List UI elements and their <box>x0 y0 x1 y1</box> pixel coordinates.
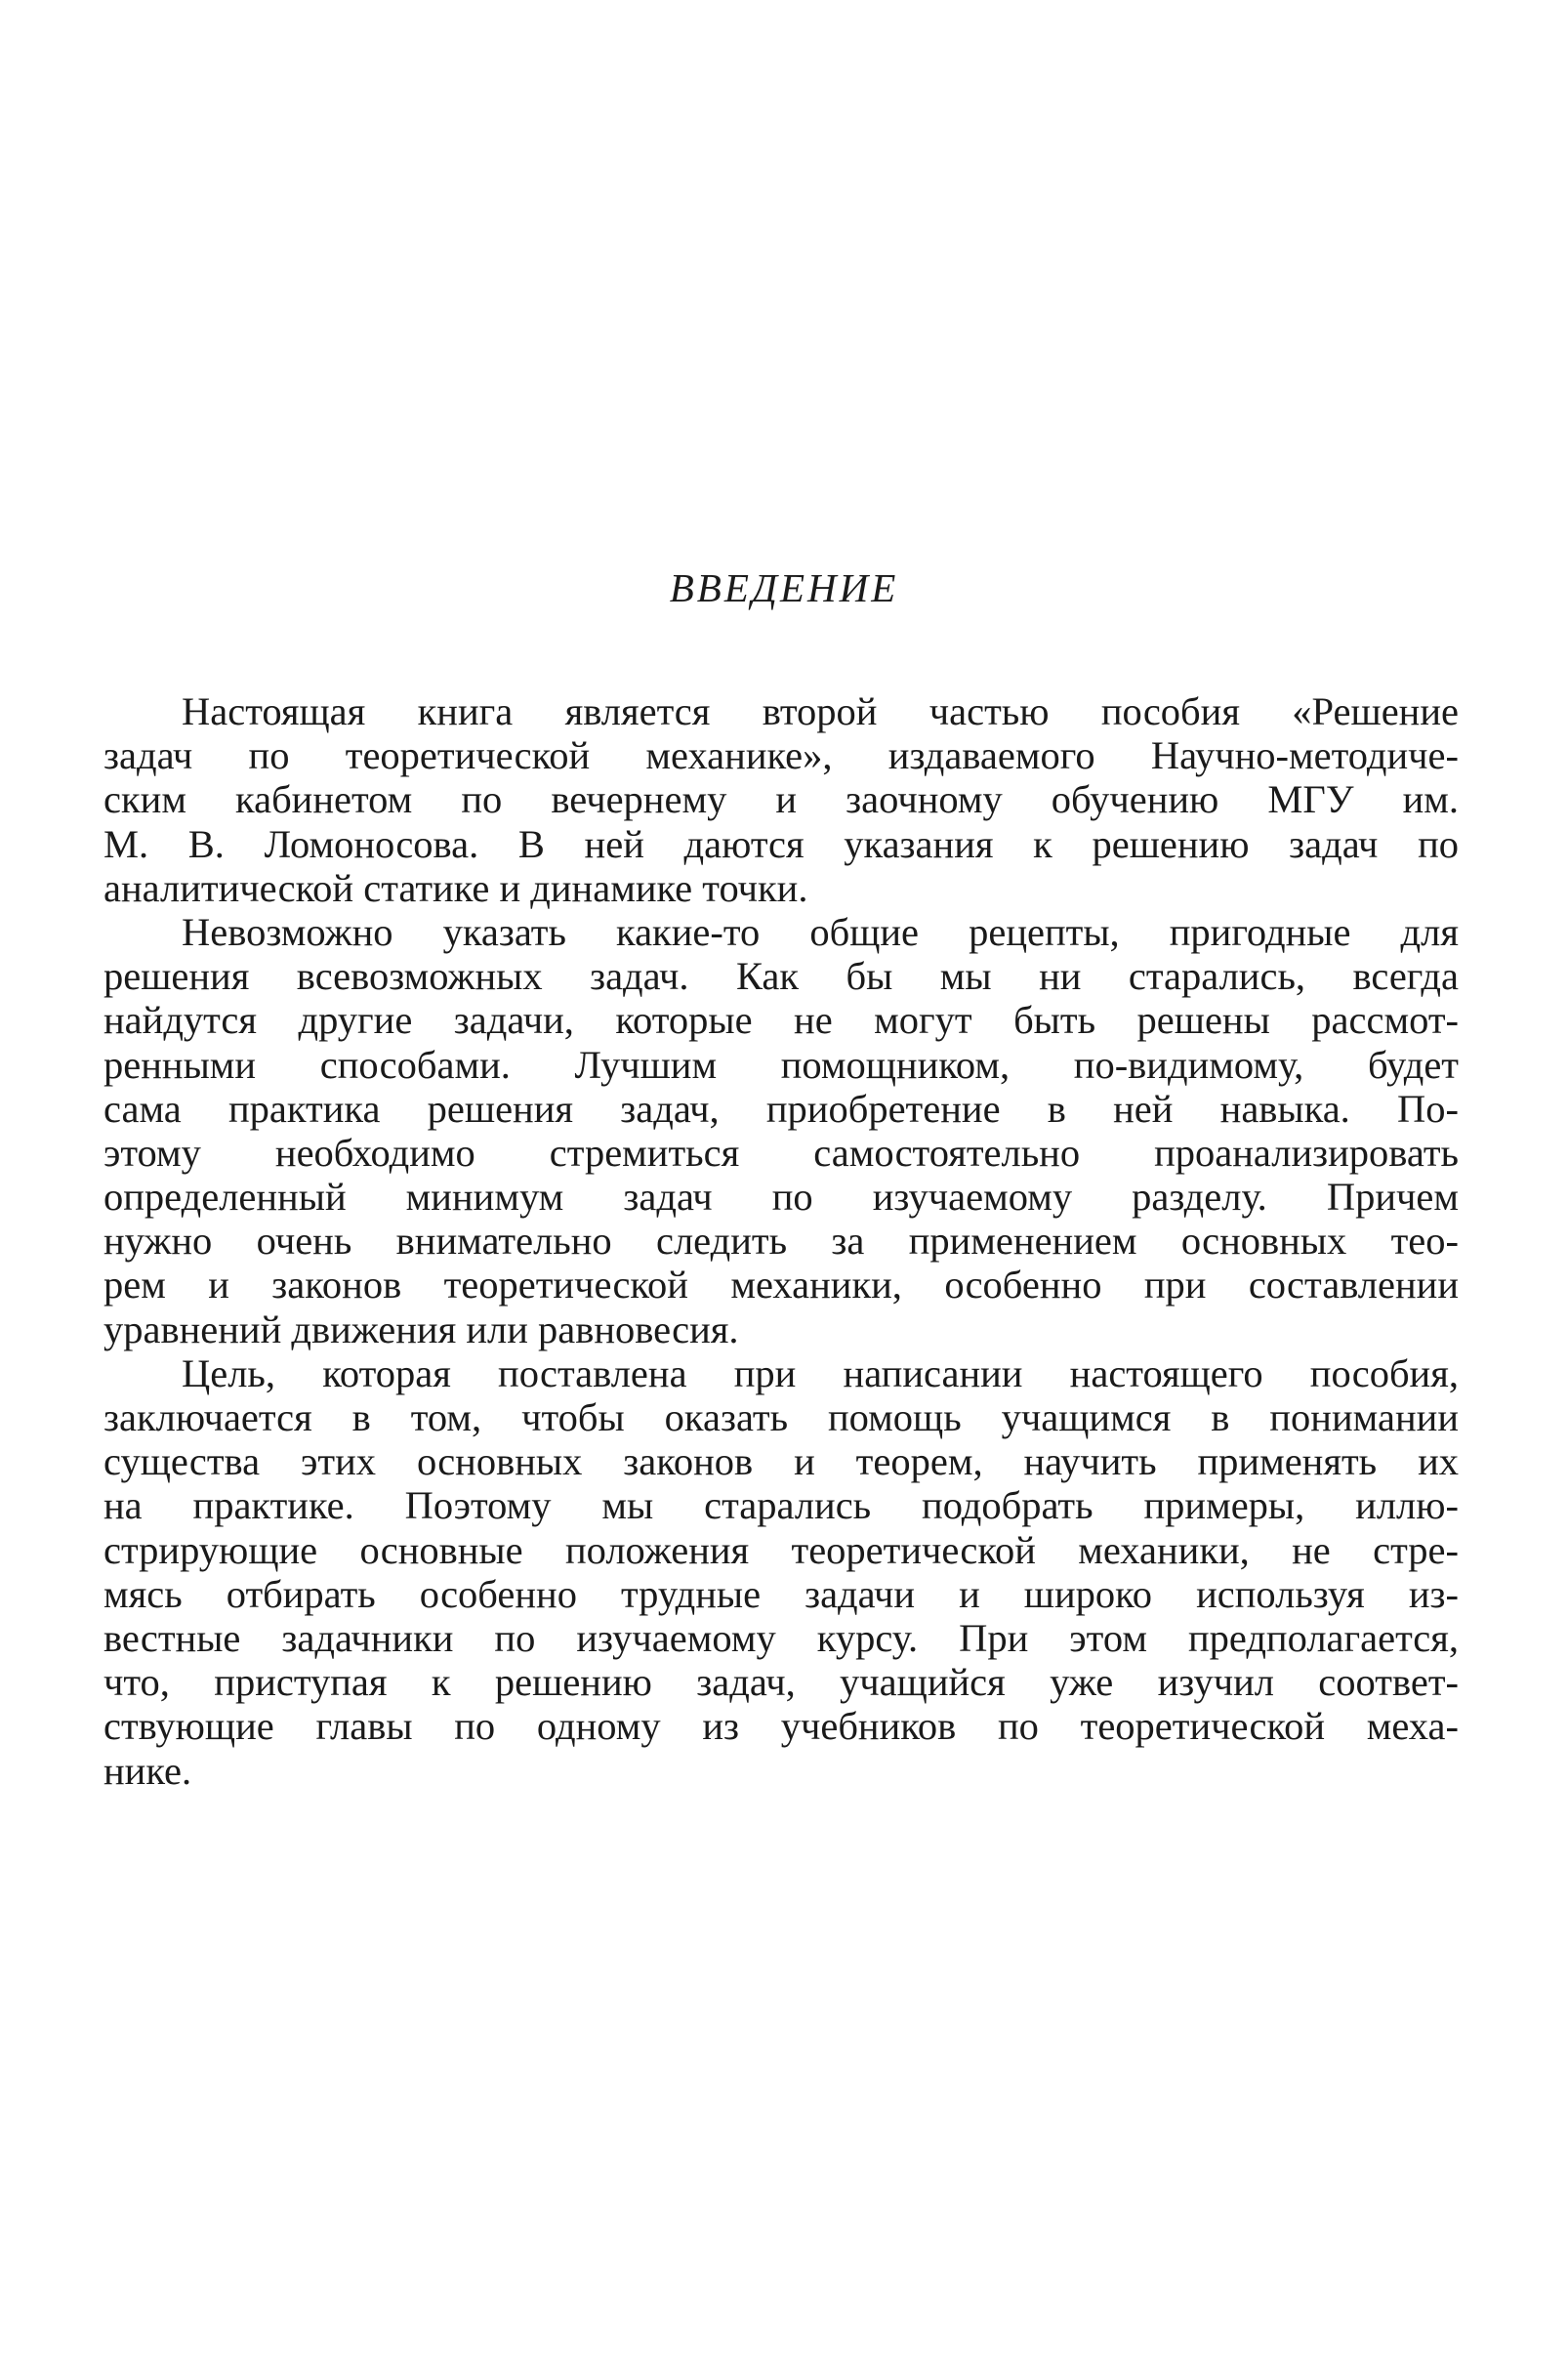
paragraph-2-line-7: определенный минимум задач по изучаемому разделу. Причем <box>103 1175 1459 1220</box>
paragraph-3-line-2: заключается в том, чтобы оказать помощь учащимся в понимании <box>103 1395 1459 1439</box>
paragraph-1-line-2: задач по теоретической механике», издаваемого Научно-методиче- <box>103 733 1459 778</box>
paragraph-2-line-6: этому необходимо стремиться самостоятельно проанализировать <box>103 1130 1459 1175</box>
body-text <box>103 689 1459 1793</box>
paragraph-3-line-5: стрирующие основные положения теоретической механики, не стре- <box>103 1527 1459 1572</box>
paragraph-3-line-9: ствующие главы по одному из учебников по теоретической меха- <box>103 1704 1459 1749</box>
paragraph-3-line-10: нике. <box>103 1748 192 1793</box>
paragraph-3-line-6: мясь отбирать особенно трудные задачи и широко используя из- <box>103 1571 1459 1616</box>
paragraph-1-line-1: Настоящая книга является второй частью пособия «Решение <box>182 689 1459 733</box>
paragraph-3-line-8: что, приступая к решению задач, учащийся уже изучил соответ- <box>103 1660 1459 1705</box>
paragraph-2-line-3: найдутся другие задачи, которые не могут быть решены рассмот- <box>103 998 1459 1043</box>
paragraph-1-line-5: аналитической статике и динамике точки. <box>103 865 808 910</box>
paragraph-1-line-4: М. В. Ломоносова. В ней даются указания к решению задач по <box>103 821 1459 866</box>
paragraph-3-line-4: на практике. Поэтому мы старались подобрать примеры, иллю- <box>103 1483 1459 1528</box>
paragraph-2-line-10: уравнений движения или равновесия. <box>103 1307 739 1351</box>
paragraph-3-line-3: существа этих основных законов и теорем, научить применять их <box>103 1439 1459 1484</box>
paragraph-2-line-8: нужно очень внимательно следить за применением основных тео- <box>103 1219 1459 1264</box>
paragraph-2-line-4: ренными способами. Лучшим помощником, по-видимому, будет <box>103 1042 1459 1087</box>
section-heading: ВВЕДЕНИЕ <box>669 565 899 610</box>
paragraph-1-line-3: ским кабинетом по вечернему и заочному обучению МГУ им. <box>103 777 1459 822</box>
paragraph-3-line-7: вестные задачники по изучаемому курсу. При этом предполагается, <box>103 1615 1459 1660</box>
paragraph-2-line-2: решения всевозможных задач. Как бы мы ни старались, всегда <box>103 954 1459 999</box>
paragraph-2-line-9: рем и законов теоретической механики, особенно при составлении <box>103 1263 1459 1307</box>
paragraph-3-line-1: Цель, которая поставлена при написании настоящего пособия, <box>182 1350 1459 1395</box>
paragraph-2-line-5: сама практика решения задач, приобретение в ней навыка. По- <box>103 1086 1459 1131</box>
paragraph-2-line-1: Невозможно указать какие-то общие рецепты, пригодные для <box>182 909 1459 954</box>
